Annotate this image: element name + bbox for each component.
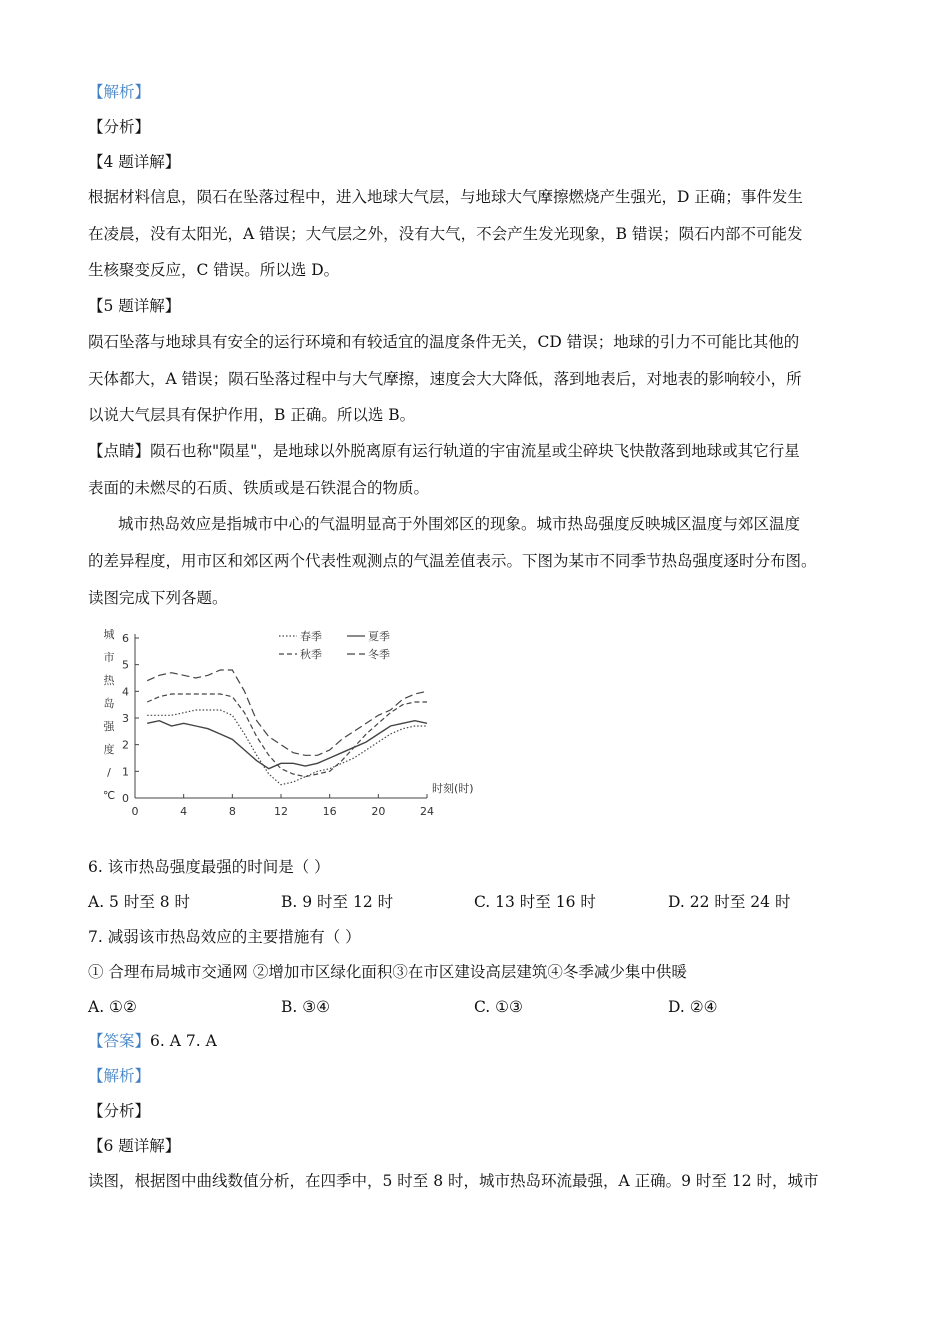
legend-label: 春季 [300, 630, 322, 643]
q6-explanation-line: 读图，根据图中曲线数值分析，在四季中，5 时至 8 时，城市热岛环流最强，A 正确。9 时至 12 时，城市 [88, 1172, 819, 1190]
y-tick-label: 3 [122, 712, 129, 725]
chart-series [147, 670, 427, 785]
ylabel-char: 城 [103, 628, 115, 641]
series-夏季 [147, 721, 427, 769]
q7-option-c[interactable]: C. ①③ [474, 998, 523, 1016]
answer-line [88, 1031, 217, 1051]
x-tick-label: 4 [180, 805, 188, 818]
q6-question: 6. 该市热岛强度最强的时间是（ ） [88, 858, 330, 876]
legend-label: 冬季 [368, 648, 390, 661]
series-秋季 [147, 694, 427, 777]
y-tick-label: 4 [122, 685, 129, 699]
answer-text: 6. A 7. A [150, 1032, 217, 1050]
series-冬季 [147, 670, 427, 755]
q7-option-d[interactable]: D. ②④ [668, 998, 718, 1016]
q6-option-a[interactable]: A. 5 时至 8 时 [88, 893, 191, 911]
q4-line-1: 根据材料信息，陨石在坠落过程中，进入地球大气层，与地球大气摩擦燃烧产生强光，D 正确；事件发生 [88, 188, 803, 206]
q7-measures: ① 合理布局城市交通网 ②增加市区绿化面积③在市区建设高层建筑④冬季减少集中供暖 [88, 963, 687, 981]
q4-heading: 【4 题详解】 [88, 153, 181, 171]
q5-line-3: 以说大气层具有保护作用，B 正确。所以选 B。 [88, 406, 416, 424]
ylabel-char: 度 [103, 743, 115, 756]
x-tick-label: 8 [228, 805, 236, 818]
fenxi-label-2: 【分析】 [88, 1102, 151, 1120]
legend-label: 夏季 [368, 630, 390, 643]
y-tick-label: 0 [122, 792, 129, 805]
dianjing-line-1: 【点睛】陨石也称"陨星"，是地球以外脱离原有运行轨道的宇宙流星或尘碎块飞快散落到地球或其它行星 [88, 442, 800, 460]
passage-line-1: 城市热岛效应是指城市中心的气温明显高于外围郊区的现象。城市热岛强度反映城区温度与郊区温度 [118, 515, 801, 533]
heat-island-chart [95, 622, 495, 827]
ylabel-char: 热 [103, 674, 115, 687]
q7-option-a[interactable]: A. ①② [88, 998, 137, 1016]
x-tick-label: 16 [322, 805, 337, 818]
q6-heading: 【6 题详解】 [88, 1137, 181, 1155]
q4-line-3: 生核聚变反应，C 错误。所以选 D。 [88, 261, 340, 279]
q5-line-2: 天体都大，A 错误；陨石坠落过程中与大气摩擦，速度会大大降低，落到地表后，对地表的影响较小，所 [88, 370, 802, 388]
q7-question: 7. 减弱该市热岛效应的主要措施有（ ） [88, 928, 361, 946]
ylabel-char: ℃ [102, 789, 116, 802]
passage-line-2: 的差异程度，用市区和郊区两个代表性观测点的气温差值表示。下图为某市不同季节热岛强度逐时分布图。 [88, 552, 817, 570]
y-tick-label: 6 [122, 632, 129, 645]
jiexi-label: 【解析】 [88, 83, 151, 101]
q4-line-2: 在凌晨，没有太阳光，A 错误；大气层之外，没有大气，不会产生发光现象，B 错误；陨石内部不可能发 [88, 225, 803, 243]
chart-legend [279, 629, 390, 661]
jiexi-label-2: 【解析】 [88, 1067, 151, 1085]
y-tick-label: 1 [122, 765, 129, 779]
q6-option-b[interactable]: B. 9 时至 12 时 [281, 893, 394, 911]
q6-option-d[interactable]: D. 22 时至 24 时 [668, 893, 791, 911]
ylabel-char: 强 [103, 720, 115, 733]
q5-line-1: 陨石坠落与地球具有安全的运行环境和有较适宜的温度条件无关，CD 错误；地球的引力不可能比其他的 [88, 333, 800, 351]
x-axis-label: 时刻(时) [432, 782, 474, 795]
y-tick-label: 5 [122, 658, 129, 672]
q5-heading: 【5 题详解】 [88, 297, 181, 315]
x-tick-label: 24 [420, 805, 434, 818]
fenxi-label: 【分析】 [88, 118, 151, 136]
ylabel-char: / [107, 766, 111, 779]
x-tick-label: 20 [371, 805, 386, 818]
q7-option-b[interactable]: B. ③④ [281, 998, 331, 1016]
legend-label: 秋季 [300, 648, 322, 661]
x-tick-label: 12 [274, 805, 288, 818]
dianjing-line-2: 表面的未燃尽的石质、铁质或是石铁混合的物质。 [88, 479, 430, 497]
y-axis-label [103, 628, 116, 802]
q6-option-c[interactable]: C. 13 时至 16 时 [474, 893, 596, 911]
y-tick-label: 2 [122, 738, 129, 752]
answer-label: 【答案】 [88, 1032, 151, 1050]
passage-line-3: 读图完成下列各题。 [88, 589, 228, 607]
ylabel-char: 岛 [103, 697, 115, 710]
ylabel-char: 市 [103, 651, 115, 664]
series-春季 [147, 710, 427, 785]
x-tick-label: 0 [131, 805, 139, 818]
